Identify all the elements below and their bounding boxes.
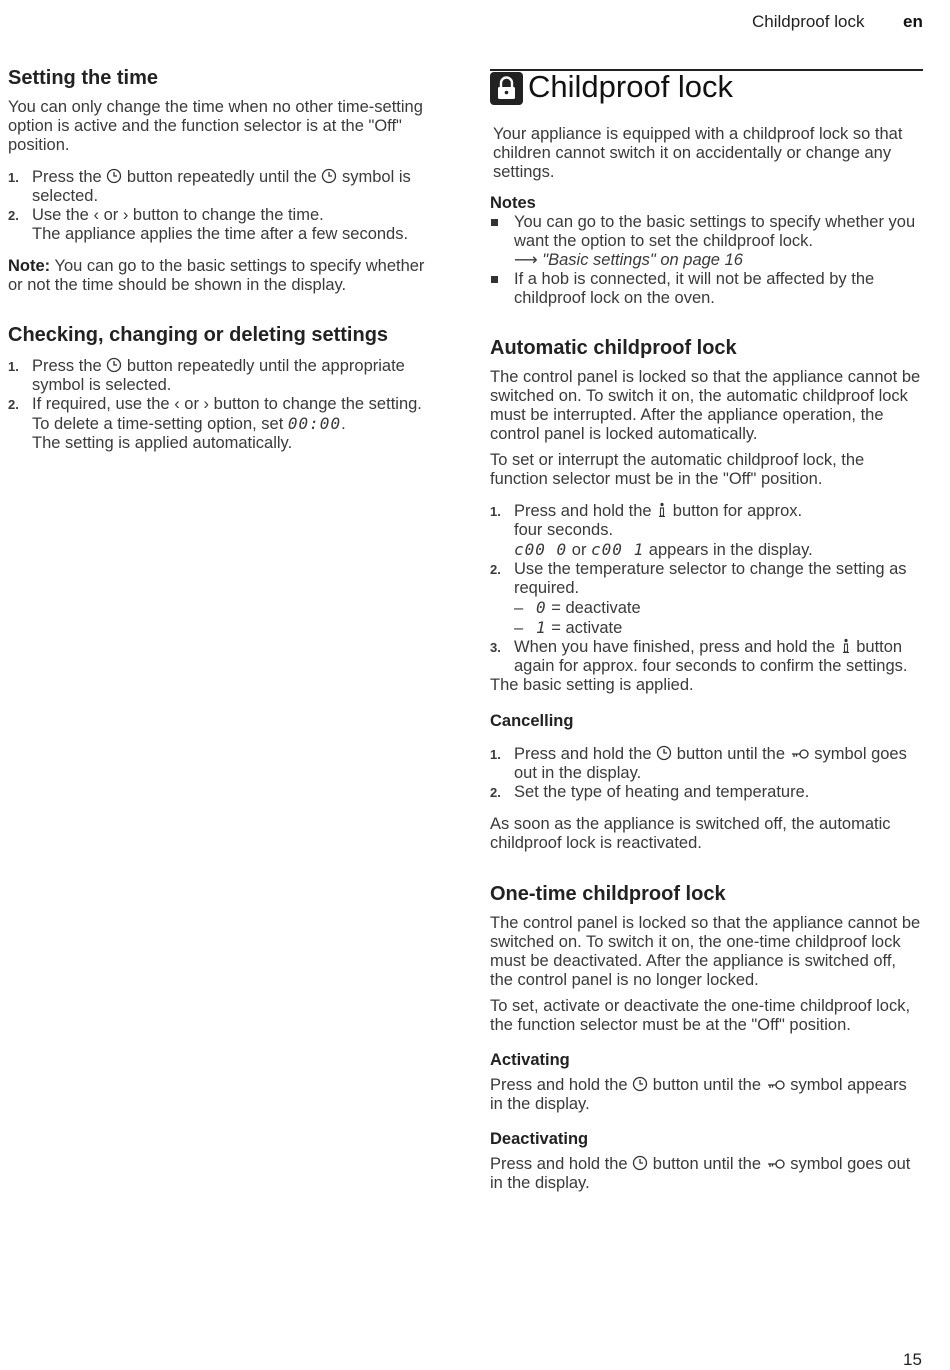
cancelling-heading: Cancelling (490, 712, 574, 730)
setting-time-steps (8, 168, 440, 244)
list-item: 1. Press the button repeatedly until the appropriate symbol is selected. (8, 357, 405, 394)
auto-lock-after: As soon as the appliance is switched off, the automatic childproof lock is reactivated. (490, 815, 891, 852)
display-code: 0 (536, 598, 547, 617)
auto-lock-p1: The control panel is locked so that the appliance cannot be switched on. To switch it on, the automatic childproof lock must be interrupted. After the appliance operation, the control panel is locked automatically. (490, 368, 921, 443)
setting-time-note: Note: You can go to the basic settings to specify whether or not the time should be shown in the display. (8, 257, 425, 294)
auto-lock-heading: Automatic childproof lock (490, 337, 737, 359)
activating-heading: Activating (490, 1051, 570, 1069)
clock-icon (106, 168, 122, 184)
auto-lock-steps (490, 502, 922, 676)
clock-icon (632, 1076, 648, 1092)
chevron-left-icon: ‹ (174, 395, 180, 413)
childproof-intro: Your appliance is equipped with a childproof lock so that children cannot switch it on accidentally or change any settings. (493, 125, 903, 181)
right-column (490, 125, 922, 1193)
childproof-lock-icon (490, 72, 523, 105)
list-item: 2. Use the temperature selector to change the setting as required. – 0 = deactivate – 1 = activate (490, 560, 907, 637)
list-item: 2. If required, use the ‹ or › button to change the setting. To delete a time-setting option, set 00:00. The setting is applied automatically. (8, 395, 422, 452)
key-icon (790, 747, 810, 761)
chevron-left-icon: ‹ (93, 206, 99, 224)
list-item: 1. Press and hold the button until the symbol goes out in the display. (490, 745, 907, 782)
cancelling-steps (490, 745, 922, 802)
display-code: 00:00 (287, 414, 342, 433)
list-item: 2. Set the type of heating and temperature. (490, 783, 810, 801)
cross-reference: ⟶ "Basic settings" on page 16 (514, 251, 743, 269)
list-item: 1. Press the button repeatedly until the symbol is selected. (8, 168, 411, 205)
notes-label: Notes (490, 194, 536, 212)
list-item: 2. Use the ‹ or › button to change the time. The appliance applies the time after a few seconds. (8, 206, 409, 243)
page-title: Childproof lock (528, 69, 734, 104)
list-item: 1. Press and hold the button for approx. four seconds. c00 0 or c00 1 appears in the display. (490, 502, 813, 559)
deactivating-heading: Deactivating (490, 1130, 589, 1148)
key-icon (766, 1157, 786, 1171)
display-code: c00 1 (591, 540, 645, 559)
setting-time-intro: You can only change the time when no other time-setting option is active and the function selector is at the "Off" position. (8, 98, 423, 154)
list-item: 3. When you have finished, press and hold the button again for approx. four seconds to confirm the settings. (490, 638, 908, 675)
key-icon (766, 1078, 786, 1092)
clock-icon (632, 1155, 648, 1171)
one-time-lock-heading: One-time childproof lock (490, 883, 726, 905)
chevron-right-icon: › (203, 395, 210, 413)
checking-settings-heading: Checking, changing or deleting settings (8, 324, 389, 346)
notes-list (490, 213, 922, 308)
clock-icon (321, 168, 337, 184)
list-item: If a hob is connected, it will not be affected by the childproof lock on the oven. (490, 270, 922, 308)
list-item: You can go to the basic settings to specify whether you want the option to set the childproof lock. ⟶ "Basic settings" on page 16 (490, 213, 922, 270)
info-key-icon (656, 502, 668, 518)
clock-icon (656, 745, 672, 761)
auto-lock-result: The basic setting is applied. (490, 676, 694, 694)
chevron-right-icon: › (122, 206, 129, 224)
auto-lock-p2: To set or interrupt the automatic childproof lock, the function selector must be in the "Off" position. (490, 451, 865, 488)
arrow-right-icon: ⟶ (514, 251, 538, 269)
checking-settings-steps (8, 357, 440, 453)
page-number: 15 (903, 1350, 922, 1369)
display-code: c00 0 (514, 540, 568, 559)
deactivating-text: Press and hold the button until the symbol goes out in the display. (490, 1155, 911, 1192)
display-code: 1 (536, 618, 547, 637)
running-header-title: Childproof lock (752, 12, 865, 31)
activating-text: Press and hold the button until the symbol appears in the display. (490, 1076, 907, 1113)
info-key-icon (840, 638, 852, 654)
one-time-lock-p2: To set, activate or deactivate the one-time childproof lock, the function selector must be at the "Off" position. (490, 997, 911, 1034)
clock-icon (106, 357, 122, 373)
setting-time-heading: Setting the time (8, 67, 159, 89)
language-code: en (903, 12, 923, 31)
one-time-lock-p1: The control panel is locked so that the appliance cannot be switched on. To switch it on, the one-time childproof lock must be deactivated. After the appliance is switched off, the control panel is no longer locked. (490, 914, 921, 989)
left-column (8, 66, 440, 453)
